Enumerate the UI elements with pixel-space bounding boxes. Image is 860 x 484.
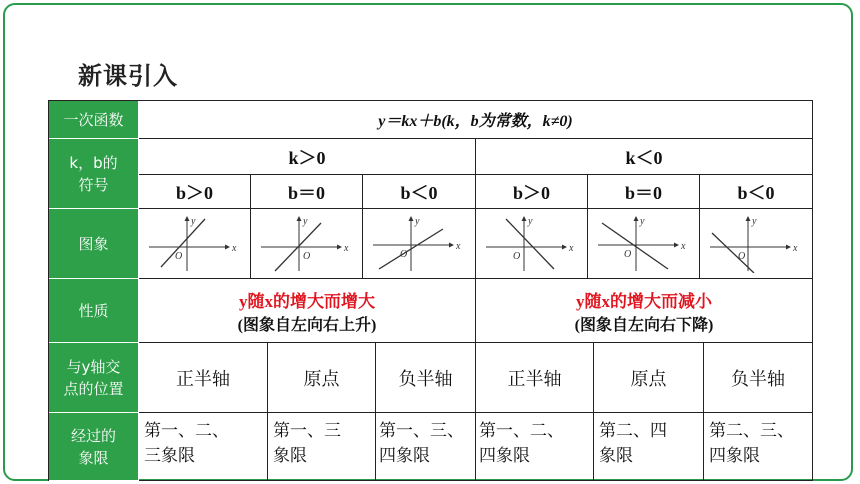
line-graph-falling-negative-intercept — [708, 215, 804, 273]
origin-label: O — [623, 248, 631, 260]
x-axis-label: x — [456, 240, 461, 252]
x-axis-label: x — [343, 242, 348, 254]
quadrants-4: 第一、二、 四象限 — [476, 413, 594, 481]
y-intercept-label-line2: 点的位置 — [63, 379, 124, 398]
line-graph-rising-through-origin — [259, 215, 355, 273]
quadrants-3: 第一、三、 四象限 — [376, 413, 476, 481]
origin-label: O — [512, 250, 520, 262]
graph-k-neg-b-pos — [476, 209, 588, 279]
y-intercept-4: 正半轴 — [476, 343, 594, 413]
quadrants-1: 第一、二、 三象限 — [139, 413, 268, 481]
y-intercept-5: 原点 — [594, 343, 704, 413]
func-label: 一次函数 — [49, 101, 139, 139]
graph-label: 图象 — [49, 209, 139, 279]
b-case-2: b＝0 — [251, 175, 363, 209]
quadrant-label-line2: 象限 — [78, 448, 109, 467]
origin-label: O — [174, 250, 182, 262]
property-decreasing-main: y随x的增大而减小 — [576, 291, 712, 311]
page-title: 新课引入 — [78, 62, 178, 90]
origin-label: O — [738, 250, 746, 262]
x-axis-label: x — [568, 242, 573, 254]
x-axis-label: x — [231, 242, 236, 254]
property-decreasing — [476, 279, 813, 343]
func-definition: y＝kx＋b(k，b为常数，k≠0) — [139, 101, 813, 139]
line-graph-falling-positive-intercept — [484, 215, 580, 273]
graph-k-pos-b-pos — [139, 209, 251, 279]
y-intercept-label — [49, 343, 139, 413]
b-case-5: b＝0 — [588, 175, 700, 209]
quadrants-2: 第一、三 象限 — [268, 413, 376, 481]
y-axis-label: y — [527, 215, 532, 227]
property-increasing — [139, 279, 476, 343]
k-negative-header: k＜0 — [476, 139, 813, 175]
y-intercept-3: 负半轴 — [376, 343, 476, 413]
quadrant-label — [49, 413, 139, 481]
line-graph-falling-through-origin — [596, 215, 692, 273]
y-intercept-1: 正半轴 — [139, 343, 268, 413]
graph-k-neg-b-neg — [700, 209, 813, 279]
y-axis-label: y — [639, 215, 644, 227]
property-increasing-note: (图象自左向右上升) — [237, 316, 377, 334]
origin-label: O — [400, 248, 408, 260]
y-axis-label: y — [302, 215, 307, 227]
property-decreasing-note: (图象自左向右下降) — [574, 316, 714, 334]
sign-label — [49, 139, 139, 209]
y-axis-label: y — [190, 215, 195, 227]
property-increasing-main: y随x的增大而增大 — [239, 291, 375, 311]
x-axis-label: x — [680, 240, 685, 252]
quadrants-6: 第二、三、 四象限 — [704, 413, 813, 481]
y-intercept-label-line1: 与y轴交 — [66, 357, 121, 376]
sign-label-line1: k，b的 — [69, 153, 118, 172]
b-case-3: b＜0 — [363, 175, 476, 209]
y-intercept-6: 负半轴 — [704, 343, 813, 413]
graph-k-neg-b-zero — [588, 209, 700, 279]
origin-label: O — [302, 250, 310, 262]
graph-k-pos-b-neg — [363, 209, 476, 279]
linear-function-table — [48, 100, 813, 481]
k-positive-header: k＞0 — [139, 139, 476, 175]
y-axis-label: y — [415, 215, 420, 227]
quadrant-label-line1: 经过的 — [70, 426, 116, 445]
property-label: 性质 — [49, 279, 139, 343]
b-case-4: b＞0 — [476, 175, 588, 209]
graph-k-pos-b-zero — [251, 209, 363, 279]
y-intercept-2: 原点 — [268, 343, 376, 413]
sign-label-line2: 符号 — [78, 175, 109, 194]
line-graph-rising-negative-intercept — [371, 215, 467, 273]
y-axis-label: y — [752, 215, 757, 227]
b-case-1: b＞0 — [139, 175, 251, 209]
x-axis-label: x — [793, 242, 798, 254]
quadrants-5: 第二、四 象限 — [594, 413, 704, 481]
line-graph-rising-positive-intercept — [147, 215, 243, 273]
b-case-6: b＜0 — [700, 175, 813, 209]
